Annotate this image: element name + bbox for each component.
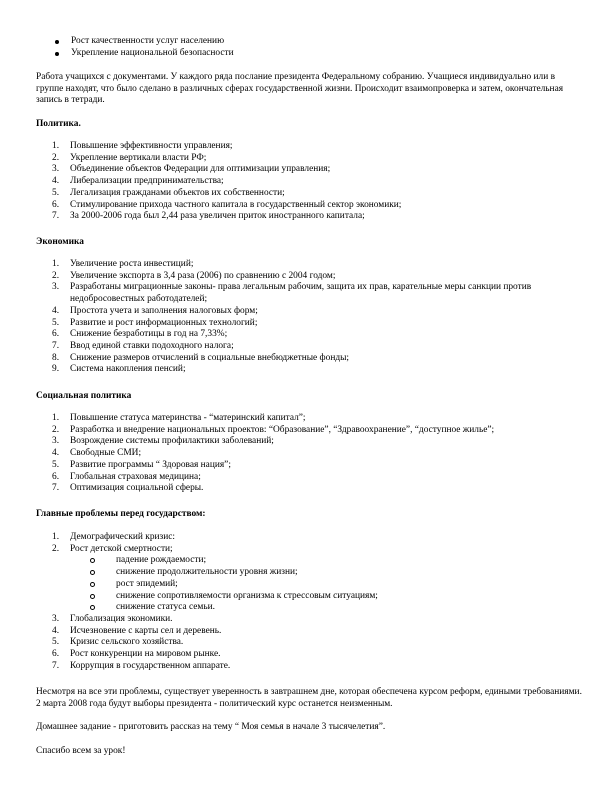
list-item: 4. Либерализации предпринимательства; [52,176,224,187]
list-item: 2. Рост детской смертности; падение рождаемости; снижение продолжительности уровня жизни; рост эпидемий; снижение сопротивляемости организма к стрессовым ситуациям; снижение статуса семьи. [52,543,378,613]
intro-bullet-list [53,36,234,59]
list-item: 3. Возрождение системы профилактики заболеваний; [52,436,274,447]
list-item: 4. Простота учета и заполнения налоговых форм; [52,305,258,316]
list-item: 7. Оптимизация социальной сферы. [52,483,204,494]
thanks-paragraph: Спасибо всем за урок! [36,746,126,756]
sub-list-item: снижение статуса семьи. [70,602,378,614]
list-item: 6. Снижение безработицы в год на 7,33%; [52,329,228,340]
sub-list-item: снижение продолжительности уровня жизни; [70,567,378,579]
list-item: 6. Стимулирование прихода частного капитала в государственный сектор экономики; [52,199,402,210]
list-item: 9. Система накопления пенсий; [52,364,186,375]
list-item: 5. Легализация гражданами объектов их собственности; [52,187,285,198]
list-item: 2. Разработка и внедрение национальных проектов: “Образование”, “Здравоохранение”, “доступное жилье”; [52,424,495,435]
section-heading-main-problems: Главные проблемы перед государством: [36,509,206,519]
homework-paragraph: Домашнее задание - приготовить рассказ на тему “ Моя семья в начале 3 тысячелетия”. [36,722,386,732]
section-heading-social-policy: Социальная политика [36,391,132,401]
list-item: 7. Ввод единой ставки подоходного налога; [52,340,234,351]
economy-list [52,259,568,376]
intro-paragraph: Работа учащихся с документами. У каждого ряда послание президента Федеральному собранию. Учащиеся индивидуально или в группе находят, что было сделано в различных сферах государственной жизни. Происходит взаимопроверка и затем, окончательная запись в тетради. [36,72,564,106]
list-item: 7. За 2000-2006 года был 2,44 раза увеличен приток иностранного капитала; [52,211,365,222]
list-item: 6. Рост конкуренции на мировом рынке. [52,649,221,660]
list-item: 1. Демографический кризис: [52,532,176,542]
list-item: 7. Коррупция в государственном аппарате. [52,660,231,671]
closing-paragraph: Несмотря на все эти проблемы, существует уверенность в завтрашнем дне, которая обеспечена курсом реформ, едиными требованиями. 2 марта 2008 года будут выборы президента - политический курс останется неизменным. [36,687,582,709]
list-item: 5. Развитие и рост информационных технологий; [52,317,258,328]
sub-list-item: рост эпидемий; [70,579,378,591]
sub-list-item: падение рождаемости; [70,555,378,567]
list-item: 5. Кризис сельского хозяйства. [52,637,184,648]
list-item: 3. Разработаны миграционные законы- права легальным рабочим, защита их прав, карательные меры санкции против недобросовестных работодателей; [52,282,532,305]
list-item: 2. Увеличение экспорта в 3,4 раза (2006) по сравнению с 2004 годом; [52,270,336,281]
list-item: 4. Свободные СМИ; [52,448,142,459]
sub-list [70,555,378,614]
list-item: 3. Глобализация экономики. [52,613,173,624]
politics-list [52,141,401,223]
social-policy-list [52,413,494,495]
bullet-item: Рост качественности услуг населению [53,36,234,48]
list-item: 8. Снижение размеров отчислений в социальные внебюджетные фонды; [52,352,350,363]
list-item: 1. Увеличение роста инвестиций; [52,259,194,269]
list-item: 6. Глобальная страховая медицина; [52,471,201,482]
list-item: 2. Укрепление вертикали власти РФ; [52,152,207,163]
list-item: 1. Повышение статуса материнства - “материнский капитал”; [52,413,306,423]
bullet-item: Укрепление национальной безопасности [53,48,234,60]
list-item: 5. Развитие программы “ Здоровая нация”; [52,459,231,470]
section-heading-economy: Экономика [36,237,84,247]
list-item: 1. Повышение эффективности управления; [52,141,233,151]
list-item: 3. Объединение объектов Федерации для оптимизации управления; [52,164,331,175]
list-item: 4. Исчезновение с карты сел и деревень. [52,625,222,636]
section-heading-politics: Политика. [36,119,81,129]
problems-list [52,532,378,672]
sub-list-item: снижение сопротивляемости организма к стрессовым ситуациям; [70,591,378,603]
